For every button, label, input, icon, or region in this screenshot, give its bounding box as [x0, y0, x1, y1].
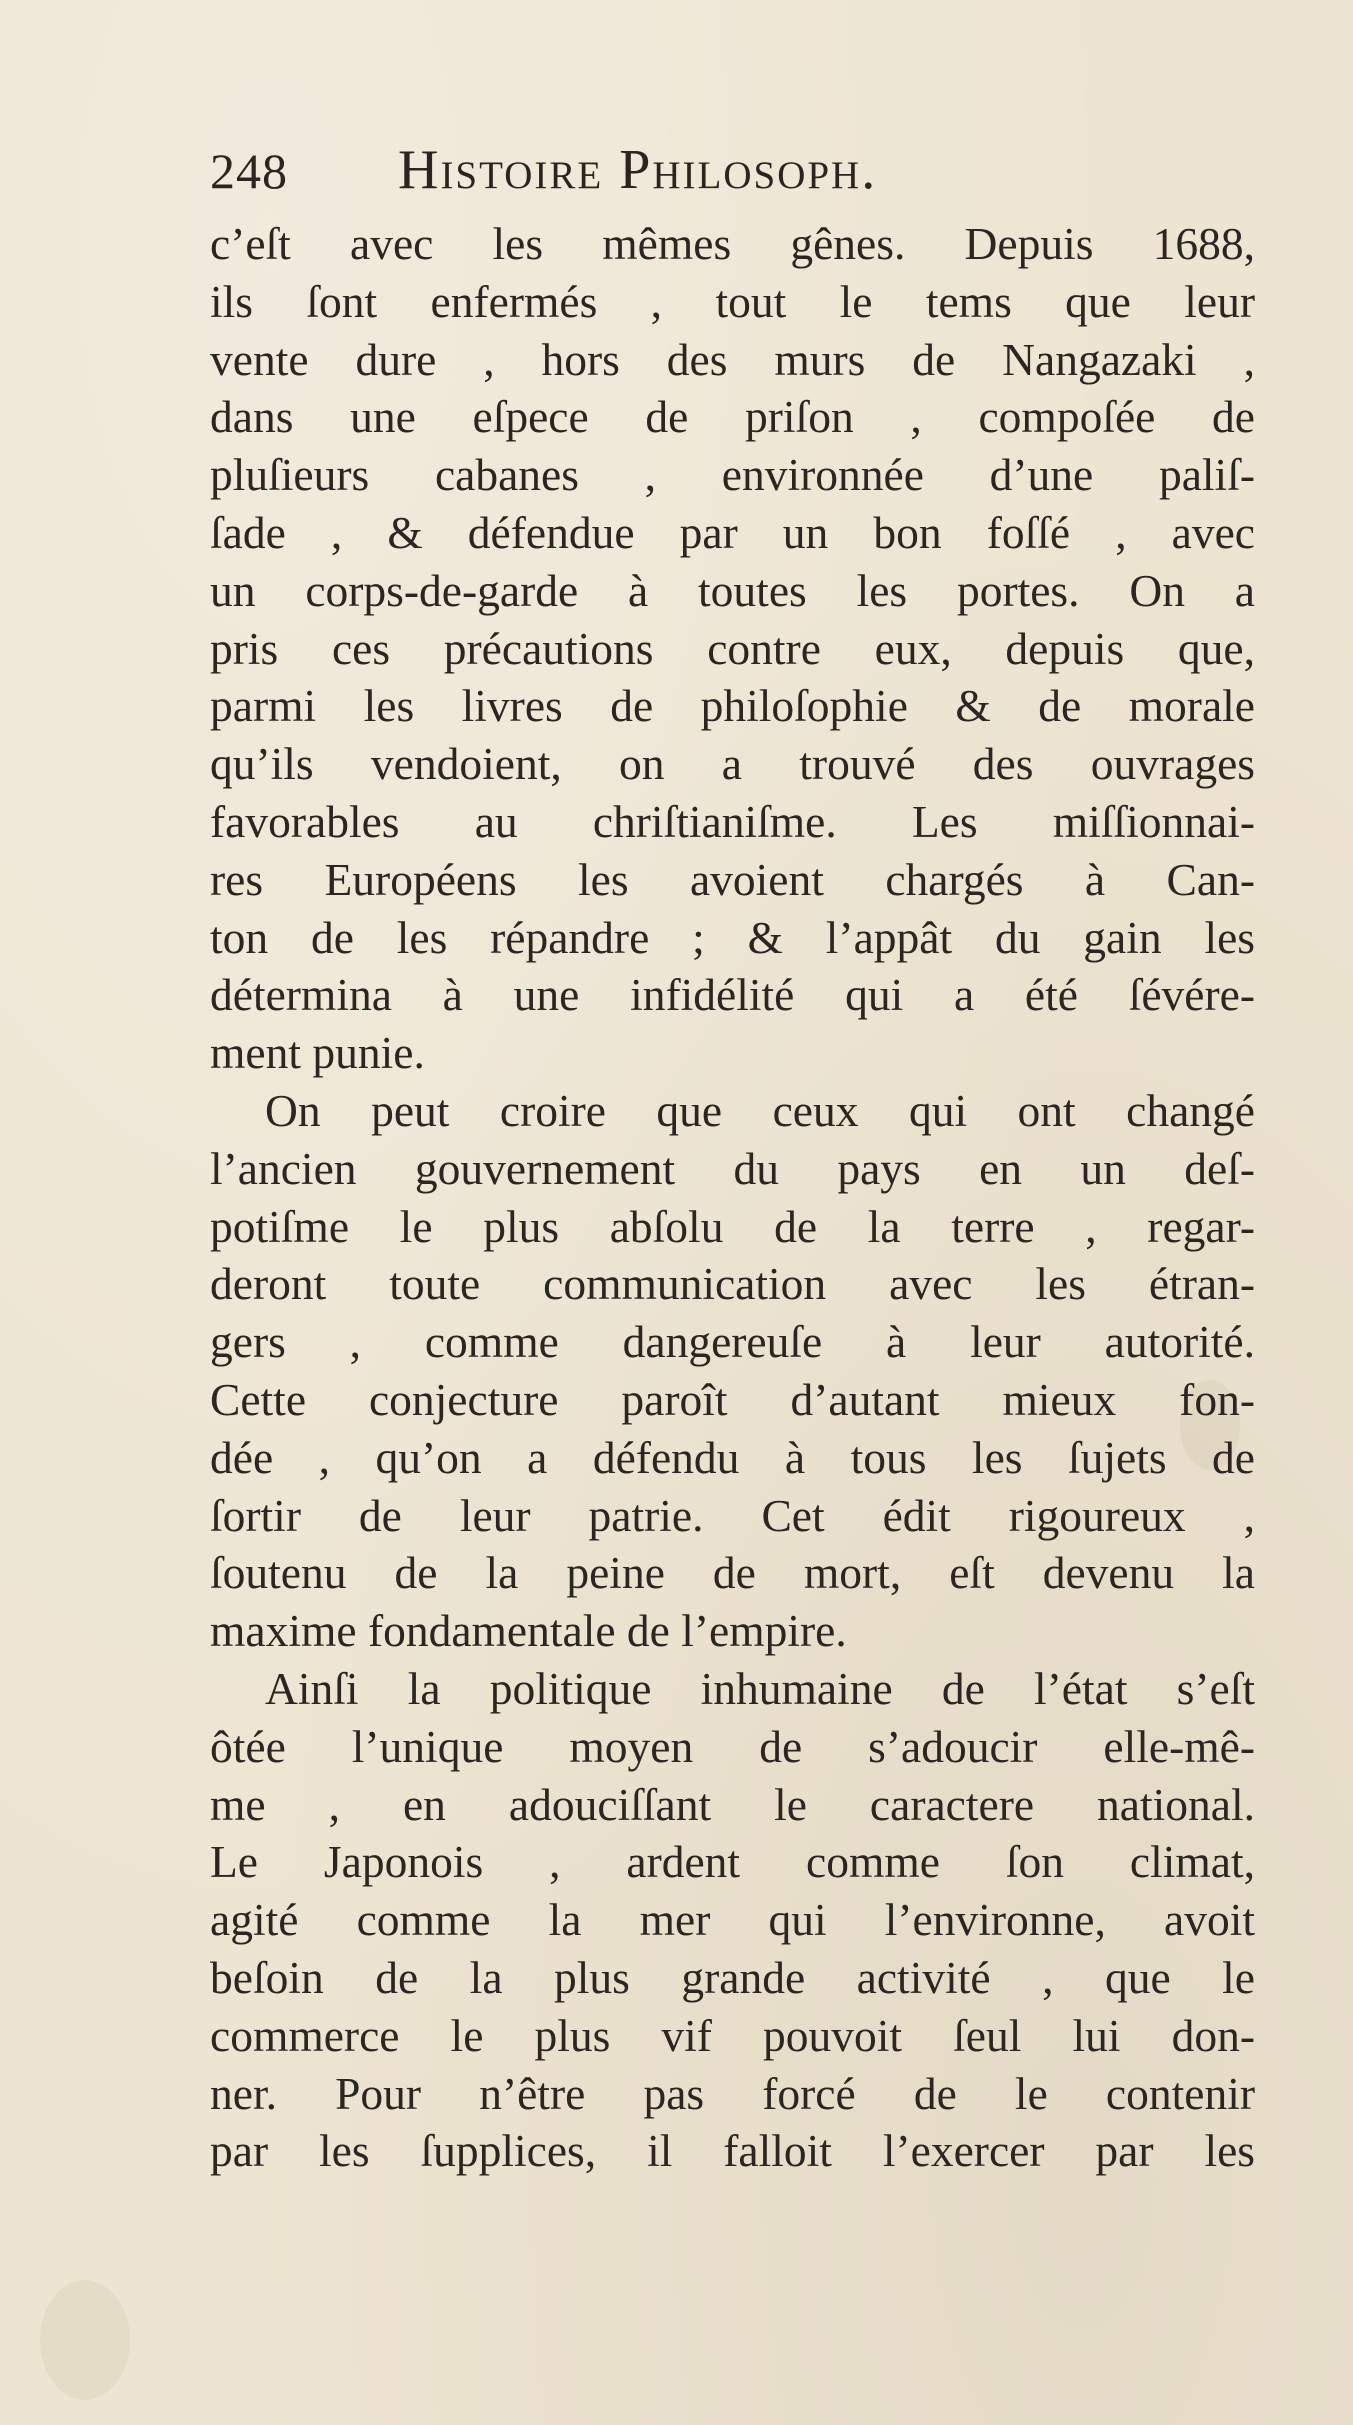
text-line: maxime fondamentale de l’empire.: [210, 1605, 847, 1657]
text-line: ton de les répandre ; & l’appât du gain les: [210, 911, 1255, 963]
text-line: ſortir de leur patrie. Cet édit rigoureux ,: [210, 1489, 1255, 1541]
text-line: Cette conjecture paroît d’autant mieux fon-: [210, 1373, 1255, 1425]
text-line: ils ſont enfermés , tout le tems que leur: [210, 275, 1255, 327]
body-text: [210, 215, 1255, 2180]
text-line: parmi les livres de philoſophie & de morale: [210, 680, 1255, 732]
paper-stain: [40, 2280, 130, 2400]
text-line: ment punie.: [210, 1027, 425, 1079]
text-line: ôtée l’unique moyen de s’adoucir elle-mê-: [210, 1720, 1255, 1772]
text-line: beſoin de la plus grande activité , que le: [210, 1951, 1255, 2003]
text-line: dans une eſpece de priſon , compoſée de: [210, 391, 1255, 443]
text-line: pris ces précautions contre eux, depuis que,: [210, 622, 1255, 674]
running-header: [210, 138, 1210, 208]
text-line: ſade , & défendue par un bon foſſé , avec: [210, 506, 1255, 558]
text-line: commerce le plus vif pouvoit ſeul lui don-: [210, 2009, 1255, 2061]
text-line: détermina à une infidélité qui a été ſévére-: [210, 969, 1255, 1021]
text-line: pluſieurs cabanes , environnée d’une paliſ-: [210, 449, 1255, 501]
text-line: par les ſupplices, il falloit l’exercer par les: [210, 2125, 1255, 2177]
text-line: vente dure , hors des murs de Nangazaki ,: [210, 333, 1255, 385]
text-line: qu’ils vendoient, on a trouvé des ouvrages: [210, 738, 1255, 790]
text-line: me , en adouciſſant le caractere national.: [210, 1778, 1255, 1830]
text-line: c’eſt avec les mêmes gênes. Depuis 1688,: [210, 218, 1255, 269]
text-line: favorables au chriſtianiſme. Les miſſionnai-: [210, 795, 1255, 847]
text-line: Le Japonois , ardent comme ſon climat,: [210, 1836, 1255, 1888]
text-line: ner. Pour n’être pas forcé de le contenir: [210, 2067, 1255, 2119]
text-line: dée , qu’on a défendu à tous les ſujets de: [210, 1431, 1255, 1483]
page-number: 248: [210, 143, 288, 199]
text-line: agité comme la mer qui l’environne, avoit: [210, 1894, 1255, 1946]
running-title: Histoire Philosoph.: [398, 139, 878, 201]
text-line: gers , comme dangereuſe à leur autorité.: [210, 1316, 1255, 1368]
text-line: res Européens les avoient chargés à Can-: [210, 853, 1255, 905]
text-line: un corps-de-garde à toutes les portes. On a: [210, 564, 1255, 616]
text-line: potiſme le plus abſolu de la terre , regar-: [210, 1200, 1255, 1252]
text-line: deront toute communication avec les étran-: [210, 1258, 1255, 1310]
text-line: l’ancien gouvernement du pays en un deſ-: [210, 1142, 1255, 1194]
paragraph-start-line: Ainſi la politique inhumaine de l’état s’eſt: [265, 1662, 1255, 1714]
paragraph-start-line: On peut croire que ceux qui ont changé: [265, 1084, 1255, 1136]
text-line: ſoutenu de la peine de mort, eſt devenu la: [210, 1547, 1255, 1599]
